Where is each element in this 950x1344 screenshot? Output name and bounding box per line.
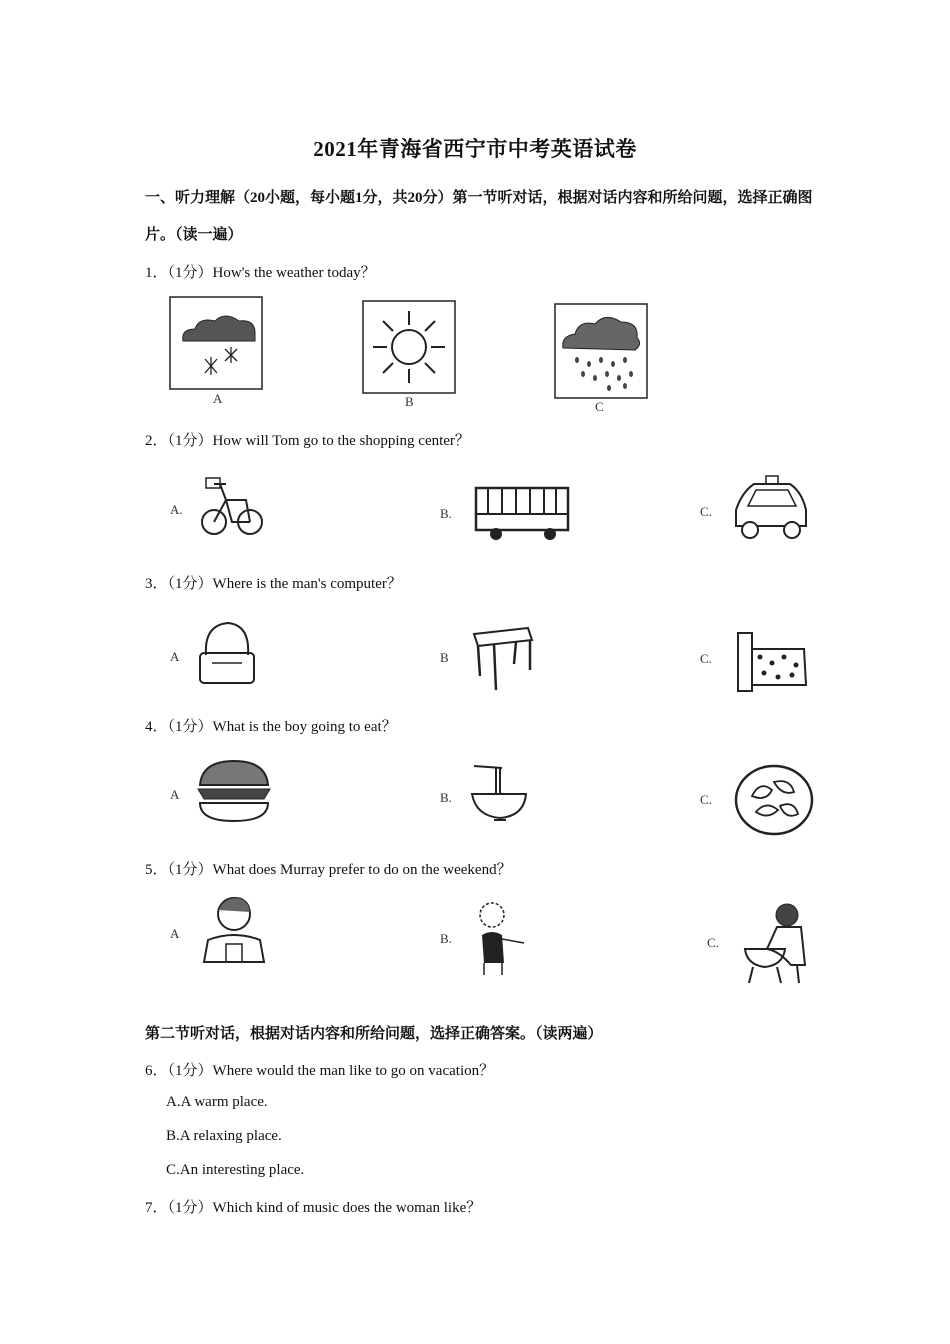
question-text: Which kind of music does the woman like？ [212, 1200, 482, 1216]
dumplings-plate-icon [700, 760, 815, 840]
question-5 [145, 858, 512, 879]
picture-4b[interactable] [440, 760, 540, 830]
question-score: （1分） [167, 265, 213, 281]
question-number: 3． [145, 576, 168, 592]
question-text: How's the weather today？ [212, 265, 376, 281]
option-label: C [595, 399, 604, 414]
picture-4a[interactable] [168, 755, 278, 830]
picture-1b[interactable] [357, 297, 462, 412]
boy-reading-icon [168, 892, 278, 977]
option-label: A [213, 391, 223, 406]
question-number: 4． [145, 719, 168, 735]
picture-5b[interactable] [440, 895, 540, 980]
picture-4c[interactable] [700, 760, 815, 840]
noodle-bowl-icon [440, 760, 540, 830]
bicycle-icon [168, 470, 278, 550]
option-label: C. [700, 504, 712, 519]
snow-cloud-icon [165, 293, 270, 408]
picture-3c[interactable] [700, 615, 815, 697]
option-label: B [405, 394, 414, 409]
hamburger-icon [168, 755, 278, 830]
sun-icon [357, 297, 462, 412]
question-text: Where is the man's computer？ [212, 576, 402, 592]
question-text: What does Murray prefer to do on the weekend？ [212, 862, 512, 878]
picture-3a[interactable] [168, 615, 268, 695]
bed-icon [700, 615, 815, 697]
option-label: B [440, 650, 449, 665]
question-6 [145, 1059, 494, 1080]
question-number: 6． [145, 1063, 168, 1079]
option-label: A [170, 926, 180, 941]
part1-heading: 一、听力理解（20小题，每小题1分，共20分）第一节听对话，根据对话内容和所给问题，选择正确图片。（读一遍） [145, 190, 813, 243]
question-number: 7． [145, 1200, 168, 1216]
question-score: （1分） [167, 719, 213, 735]
option-6c[interactable]: C.An interesting place. [166, 1162, 305, 1178]
question-2 [145, 429, 470, 450]
question-number: 1． [145, 265, 168, 281]
part2-heading: 第二节听对话，根据对话内容和所给问题，选择正确答案。（读两遍） [145, 1026, 603, 1042]
option-6b[interactable]: B.A relaxing place. [166, 1128, 282, 1144]
picture-5a[interactable] [168, 892, 278, 977]
picture-5c[interactable] [705, 895, 820, 990]
taxi-icon [700, 470, 815, 550]
picture-2c[interactable] [700, 470, 815, 550]
question-text: What is the boy going to eat？ [212, 719, 397, 735]
option-label: C. [700, 651, 712, 666]
boy-washing-icon [705, 895, 820, 990]
page-title: 2021年青海省西宁市中考英语试卷 [313, 137, 637, 161]
option-label: A [170, 649, 180, 664]
question-number: 5． [145, 862, 168, 878]
option-6a[interactable]: A.A warm place. [166, 1094, 268, 1110]
question-score: （1分） [167, 433, 213, 449]
picture-1a[interactable] [165, 293, 270, 408]
picture-2a[interactable] [168, 470, 278, 550]
option-label: B. [440, 790, 452, 805]
question-4 [145, 715, 397, 736]
question-score: （1分） [167, 1063, 213, 1079]
question-score: （1分） [167, 862, 213, 878]
question-text: How will Tom go to the shopping center？ [212, 433, 470, 449]
picture-2b[interactable] [440, 478, 575, 550]
option-label: C. [700, 792, 712, 807]
question-number: 2． [145, 433, 168, 449]
picture-1c[interactable] [549, 300, 654, 415]
question-1 [145, 261, 376, 282]
boy-cooking-icon [440, 895, 540, 980]
option-label: B. [440, 506, 452, 521]
question-3 [145, 572, 402, 593]
rain-cloud-icon [549, 300, 654, 415]
option-label: A [170, 787, 180, 802]
table-icon [440, 620, 540, 695]
picture-3b[interactable] [440, 620, 540, 695]
armchair-icon [168, 615, 268, 695]
question-score: （1分） [167, 576, 213, 592]
question-text: Where would the man like to go on vacation？ [212, 1063, 495, 1079]
question-score: （1分） [167, 1200, 213, 1216]
question-7 [145, 1196, 481, 1217]
option-label: C. [707, 935, 719, 950]
option-label: B. [440, 931, 452, 946]
option-label: A. [170, 502, 183, 517]
bus-icon [440, 478, 575, 550]
